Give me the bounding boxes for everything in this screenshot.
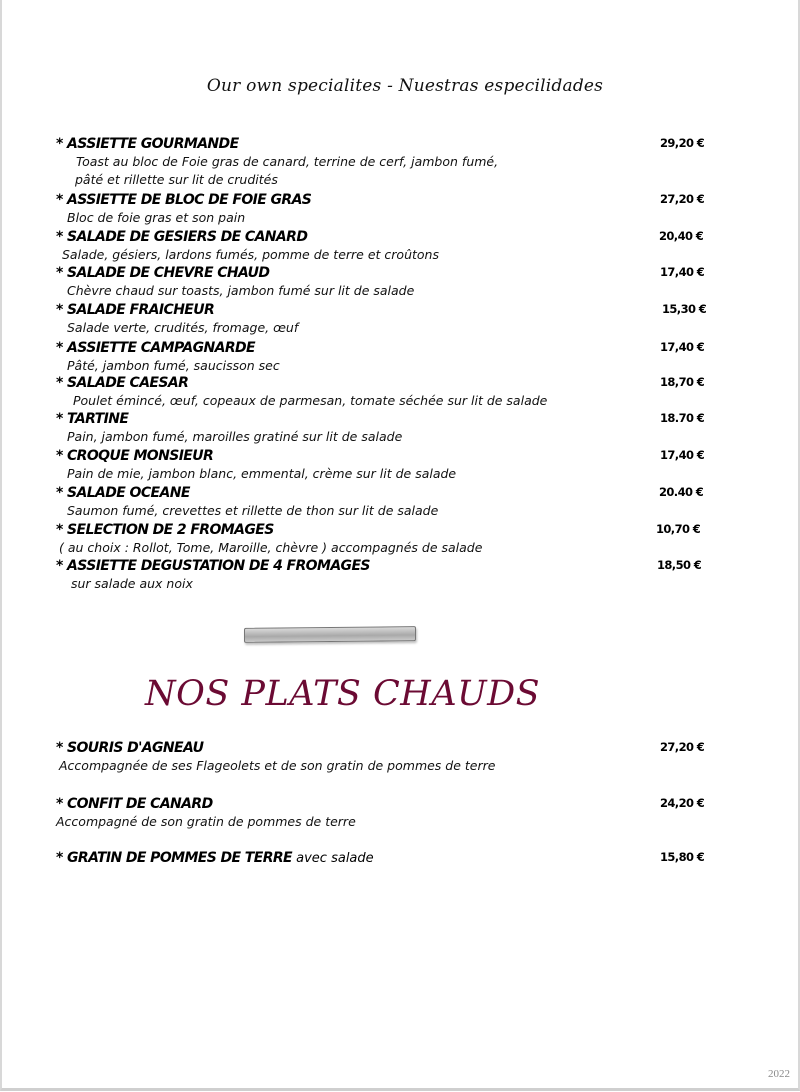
specialites-subtitle: Our own specialites - Nuestras especilidades	[206, 76, 604, 96]
item-price: 20.40 €	[659, 485, 704, 499]
menu-item-salade-oceane	[56, 485, 716, 520]
menu-item-bloc-foie-gras	[56, 192, 716, 227]
item-price: 27,20 €	[660, 192, 705, 206]
item-name: * SOURIS D'AGNEAU	[56, 740, 204, 756]
item-name	[56, 850, 716, 867]
item-name: * SALADE OCEANE	[56, 485, 190, 501]
item-description: Pain, jambon fumé, maroilles gratiné sur lit de salade	[67, 429, 403, 444]
item-description: Salade verte, crudités, fromage, œuf	[67, 320, 299, 335]
decorative-divider	[244, 626, 416, 643]
item-name: * ASSIETTE GOURMANDE	[56, 136, 239, 152]
item-price: 18.70 €	[660, 411, 705, 425]
item-name-text: * GRATIN DE POMMES DE TERRE	[56, 850, 293, 866]
item-description: ( au choix : Rollot, Tome, Maroille, chèvre ) accompagnés de salade	[59, 540, 483, 555]
item-price: 15,80 €	[660, 850, 705, 864]
menu-item-souris-agneau	[56, 740, 716, 775]
item-name: * CROQUE MONSIEUR	[56, 448, 214, 464]
item-price: 15,30 €	[662, 302, 707, 316]
menu-item-salade-caesar	[56, 375, 716, 410]
item-name: * ASSIETTE DEGUSTATION DE 4 FROMAGES	[56, 558, 370, 574]
menu-item-assiette-campagnarde	[56, 340, 716, 375]
item-description: Saumon fumé, crevettes et rillette de thon sur lit de salade	[67, 503, 439, 518]
footer-year: 2022	[768, 1068, 790, 1080]
item-name: * TARTINE	[56, 411, 129, 427]
item-price: 27,20 €	[660, 740, 705, 754]
menu-item-degustation-4-fromages	[56, 558, 716, 593]
item-description: Pain de mie, jambon blanc, emmental, crème sur lit de salade	[67, 466, 457, 481]
item-name: * ASSIETTE DE BLOC DE FOIE GRAS	[56, 192, 312, 208]
item-price: 24,20 €	[660, 796, 705, 810]
item-price: 10,70 €	[656, 522, 701, 536]
item-price: 17,40 €	[660, 448, 705, 462]
item-price: 18,50 €	[657, 558, 702, 572]
item-description: sur salade aux noix	[71, 576, 193, 591]
item-name: * ASSIETTE CAMPAGNARDE	[56, 340, 255, 356]
item-description: Bloc de foie gras et son pain	[67, 210, 246, 225]
item-description: Salade, gésiers, lardons fumés, pomme de terre et croûtons	[62, 247, 439, 262]
item-name-suffix: avec salade	[292, 851, 374, 866]
item-name: * SALADE FRAICHEUR	[56, 302, 215, 318]
item-price: 18,70 €	[660, 375, 705, 389]
item-name: * SELECTION DE 2 FROMAGES	[56, 522, 274, 538]
item-price: 20,40 €	[659, 229, 704, 243]
item-price: 17,40 €	[660, 265, 705, 279]
section-title-plats-chauds: NOS PLATS CHAUDS	[145, 674, 541, 714]
menu-item-assiette-gourmande	[56, 136, 716, 189]
item-description: Accompagné de son gratin de pommes de terre	[56, 814, 356, 829]
menu-item-salade-chevre-chaud	[56, 265, 716, 300]
item-description: Chèvre chaud sur toasts, jambon fumé sur lit de salade	[67, 283, 415, 298]
menu-item-croque-monsieur	[56, 448, 716, 483]
item-name: * SALADE DE CHEVRE CHAUD	[56, 265, 270, 281]
item-name: * SALADE CAESAR	[56, 375, 189, 391]
menu-item-tartine	[56, 411, 716, 446]
item-name: * SALADE DE GESIERS DE CANARD	[56, 229, 308, 245]
item-description: Poulet émincé, œuf, copeaux de parmesan, tomate séchée sur lit de salade	[73, 393, 548, 408]
item-description: Toast au bloc de Foie gras de canard, terrine de cerf, jambon fumé,	[76, 154, 499, 169]
menu-item-gratin-pommes-de-terre	[56, 850, 716, 867]
menu-item-selection-2-fromages	[56, 522, 716, 557]
item-price: 17,40 €	[660, 340, 705, 354]
item-price: 29,20 €	[660, 136, 705, 150]
menu-item-salade-fraicheur	[56, 302, 716, 337]
menu-item-confit-canard	[56, 796, 716, 831]
item-name: * CONFIT DE CANARD	[56, 796, 213, 812]
item-description: pâté et rillette sur lit de crudités	[75, 172, 278, 187]
menu-item-salade-gesiers	[56, 229, 716, 264]
item-description: Pâté, jambon fumé, saucisson sec	[67, 358, 280, 373]
item-description: Accompagnée de ses Flageolets et de son gratin de pommes de terre	[59, 758, 496, 773]
